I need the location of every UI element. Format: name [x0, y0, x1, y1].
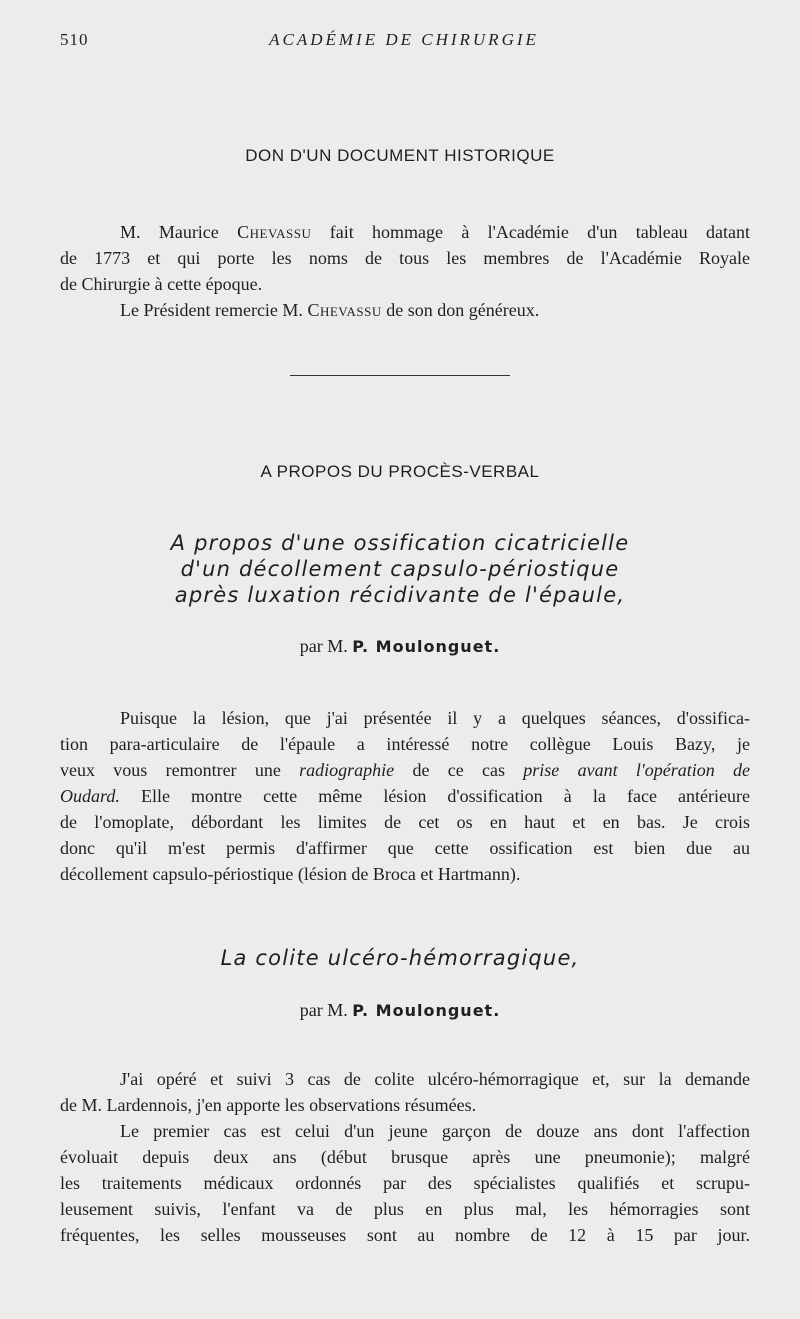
text-line: de M. Lardennois, j'en apporte les observations résumées.	[60, 1095, 477, 1115]
text-line: leusement suivis, l'enfant va de plus en plus mal, les hémorragies sont	[60, 1199, 750, 1219]
section-divider	[290, 375, 510, 376]
text-line: les traitements médicaux ordonnés par des spécialistes qualifiés et scrupu-	[60, 1173, 750, 1193]
text-line: Puisque la lésion, que j'ai présentée il y a quelques séances, d'ossifica-	[120, 708, 750, 728]
text-line: donc qu'il m'est permis d'affirmer que cette ossification est bien due au	[60, 838, 750, 858]
text-line: de l'omoplate, débordant les limites de cet os en haut et en bas. Je crois	[60, 812, 750, 832]
surname-chevassu: Chevassu	[307, 300, 382, 320]
text-line: de Chirurgie à cette époque.	[60, 274, 263, 294]
text-line: Oudard. Elle montre cette même lésion d'ossification à la face antérieure	[60, 786, 750, 806]
article-title-ossification: A propos d'une ossification cicatricielle d'un décollement capsulo-périostique après luxation récidivante de l'épaule,	[170, 531, 630, 607]
text-line: Le premier cas est celui d'un jeune garçon de douze ans dont l'affection	[120, 1121, 750, 1141]
running-head	[60, 30, 748, 54]
byline-article1: par M. P. Moulonguet.	[299, 636, 501, 656]
text-line: M. Maurice Chevassu fait hommage à l'Académie d'un tableau datant	[120, 222, 750, 242]
byline-article2: par M. P. Moulonguet.	[299, 1000, 501, 1020]
section-heading-don: DON D'UN DOCUMENT HISTORIQUE	[245, 146, 555, 165]
journal-title: ACADÉMIE DE CHIRURGIE	[269, 30, 539, 49]
text-line: Le Président remercie M. Chevassu de son don généreux.	[120, 300, 540, 320]
author-name: P. Moulonguet.	[352, 637, 501, 656]
text-line: de 1773 et qui porte les noms de tous les membres de l'Académie Royale	[60, 248, 750, 268]
text-line: tion para-articulaire de l'épaule a intéressé notre collègue Louis Bazy, je	[60, 734, 750, 754]
author-name: P. Moulonguet.	[352, 1001, 501, 1020]
article2-text	[60, 1066, 750, 1248]
text-line: J'ai opéré et suivi 3 cas de colite ulcéro-hémorragique et, sur la demande	[120, 1069, 750, 1089]
article1-text	[60, 705, 750, 887]
text-line: évoluait depuis deux ans (début brusque après une pneumonie); malgré	[60, 1147, 750, 1167]
surname-chevassu: Chevassu	[237, 222, 312, 242]
article-title-colite: La colite ulcéro-hémorragique,	[220, 946, 580, 970]
page-number: 510	[60, 30, 89, 49]
section-don-text	[60, 219, 750, 323]
text-line: veux vous remontrer une radiographie de ce cas prise avant l'opération de	[60, 760, 751, 780]
text-line: décollement capsulo-périostique (lésion de Broca et Hartmann).	[60, 864, 521, 884]
section-heading-proces-verbal: A PROPOS DU PROCÈS-VERBAL	[260, 462, 540, 481]
text-line: fréquentes, les selles mousseuses sont au nombre de 12 à 15 par jour.	[60, 1225, 750, 1245]
